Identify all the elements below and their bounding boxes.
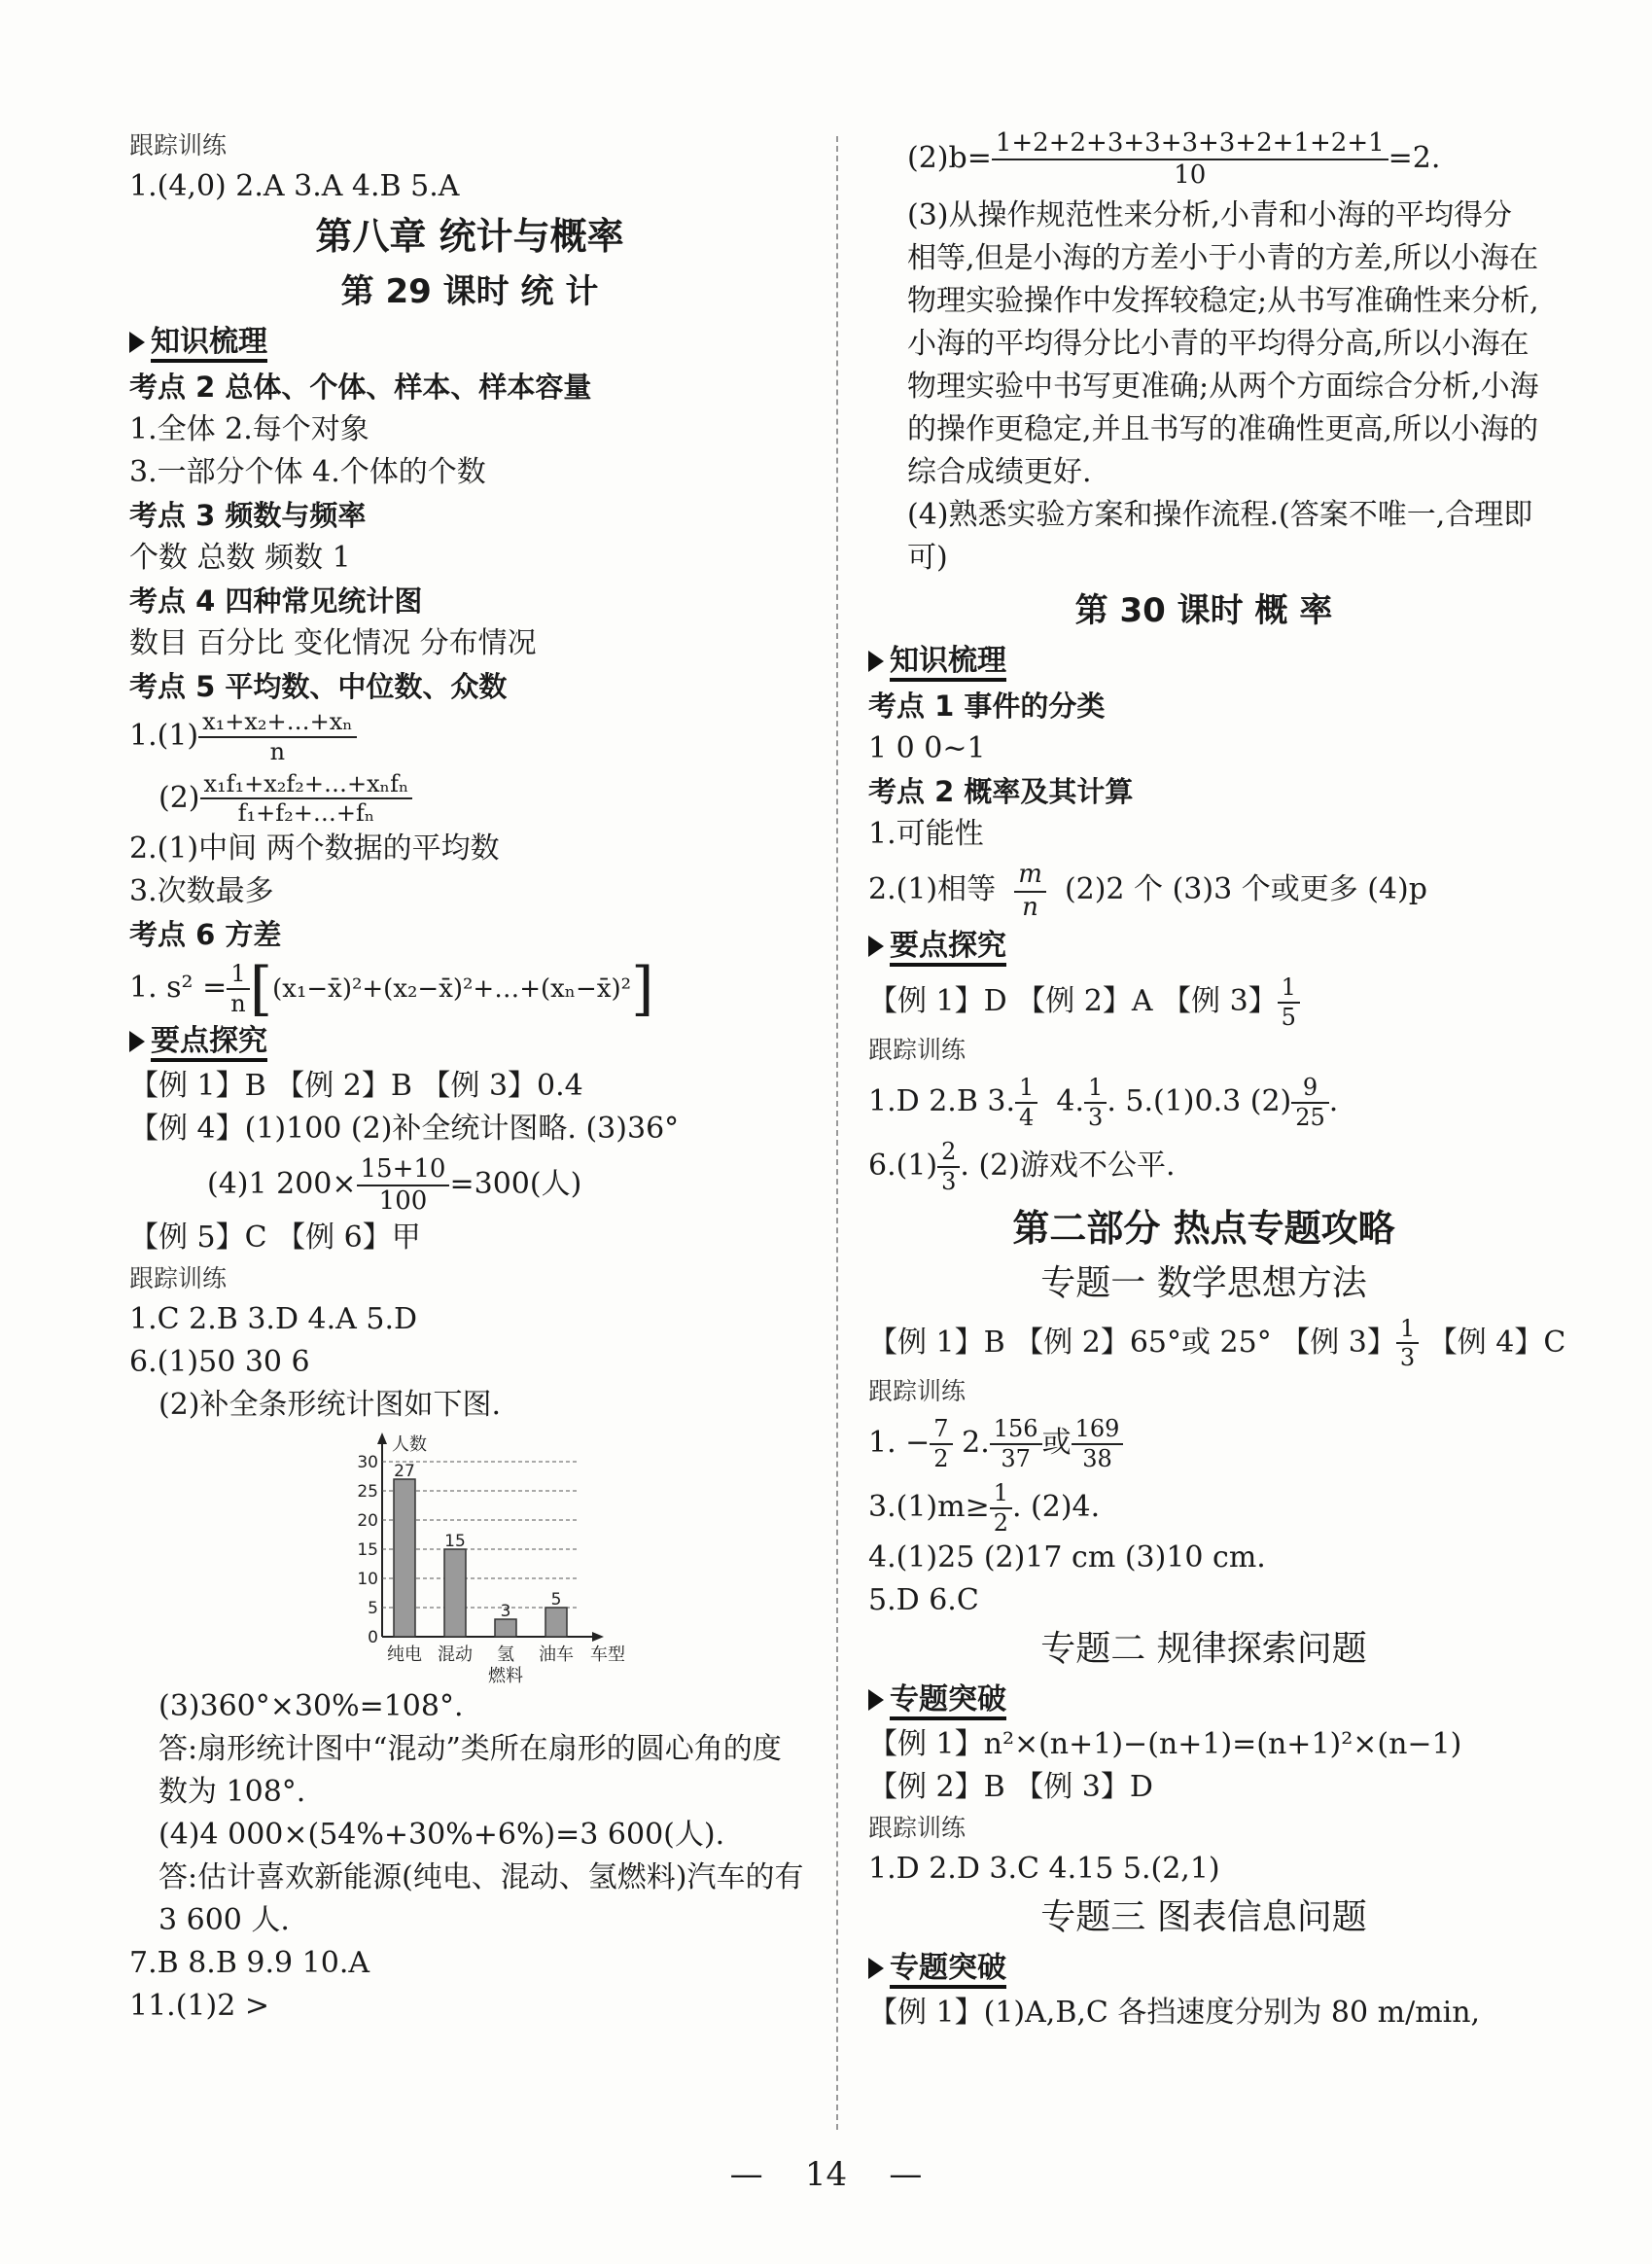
q3-answer: 答:扇形统计图中“混动”类所在扇形的圆心角的度数为 108°. [158,1732,782,1810]
bar-data-label: 27 [394,1462,415,1482]
x-tick-label: 纯电 [387,1645,422,1666]
y-axis-arrow [377,1433,387,1444]
topic2-example-1: 【例 1】n²×(n+1)−(n+1)=(n+1)²×(n−1) [868,1727,1462,1762]
kp6-heading: 考点 6 方差 [129,918,282,952]
bar [545,1608,567,1637]
kp3-heading: 考点 3 频数与频率 [129,499,367,532]
track-training-heading-4: 跟踪训练 [868,1377,967,1406]
track-training-answers: 1.(4,0) 2.A 3.A 4.B 5.A [129,169,460,203]
x-axis-label: 车型 [590,1645,625,1666]
triangle-icon [129,1031,145,1052]
left-column [129,126,810,2028]
kp4-answer: 数目 百分比 变化情况 分布情况 [129,626,537,660]
example-4-part-4: (4)1 200× $\frac{15+10}{100}$ =300(人) [207,1153,582,1216]
topic2-examples-2-3: 【例 2】B 【例 3】D [868,1770,1153,1805]
kp2-answer-1: 1.全体 2.每个对象 [129,412,369,446]
bar-chart [334,1433,645,1685]
topic1-track-4: 4.(1)25 (2)17 cm (3)10 cm. [868,1540,1266,1575]
mean-formula: 1.(1) $\frac{\text{x₁+x₂+…+xₙ}}{n}$ [129,708,810,766]
section-key-points-2: 要点探究 [868,923,1539,970]
q3-calc: (3)360°×30%=108°. [158,1689,464,1724]
y-tick-label: 30 [357,1453,378,1473]
track2-answers-3: (2)补全条形统计图如下图. [158,1388,502,1423]
section-breakthrough: 专题突破 [868,1677,1539,1723]
topic2-title: 专题二 规律探索问题 [1040,1629,1367,1670]
section-breakthrough-2: 专题突破 [868,1945,1539,1992]
kp5-answer-median: 2.(1)中间 两个数据的平均数 [129,831,500,867]
lesson-title: 第 29 课时 统 计 [340,272,599,311]
lesson30-title: 第 30 课时 概 率 [1074,591,1333,631]
variance-formula: 1. s² = $\frac{1}{n}$ [(x₁−x̄)²+(x₂−x̄)²+…+(xₙ−x̄)²] [129,954,654,1023]
kp2-heading: 考点 2 总体、个体、样本、样本容量 [129,371,592,404]
x-tick-label: 混动 [438,1645,473,1666]
prob-track-answer-6: 6.(1) $\frac{2}{3}$ . (2)游戏不公平. [868,1137,1176,1195]
y-tick-label: 15 [357,1540,378,1561]
track2-answers-2: 6.(1)50 30 6 [129,1345,310,1380]
triangle-icon [868,1958,884,1979]
triangle-icon [129,332,145,353]
triangle-icon [868,1689,884,1711]
chart-bars [394,1479,567,1637]
topic1-track-3: 3.(1)m≥ $\frac{1}{2}$ . (2)4. [868,1478,1101,1537]
triangle-icon [868,651,884,672]
examples-5-6: 【例 5】C 【例 6】甲 [129,1220,421,1256]
example-4: 【例 4】(1)100 (2)补全统计图略. (3)36° [129,1111,680,1146]
column-divider [836,136,838,2130]
bar [394,1479,415,1637]
section-knowledge: 知识梳理 [129,319,810,366]
y-tick-label: 20 [357,1511,378,1532]
kp4-heading: 考点 4 四种常见统计图 [129,584,423,618]
y-tick-label: 10 [357,1570,378,1590]
bar-data-label: 5 [550,1590,562,1610]
bar [444,1549,466,1637]
chapter-title: 第八章 统计与概率 [315,215,624,258]
right-column [868,128,1566,2034]
track-training-heading-2: 跟踪训练 [129,1264,228,1293]
b-formula: (2)b= $\frac{1+2+2+3+3+3+3+2+1+2+1}{10}$ =2. [907,128,1441,191]
triangle-icon [868,936,884,957]
analysis-paragraph: (3)从操作规范性来分析,小青和小海的平均得分相等,但是小海的方差小于小青的方差,所以小海在物理实验操作中发挥较稳定;从书写准确性来分析,小海的平均得分比小青的平均得分高,所以小海在物理实验中书写更准确;从两个方面综合分析,小海的操作更稳定,并且书写的准确性更高,所以小海的综合成绩更好. [907,198,1539,490]
examples-1-3: 【例 1】B 【例 2】B 【例 3】0.4 [129,1068,583,1103]
topic1-track-5-6: 5.D 6.C [868,1583,979,1618]
prob-track-answers: 1.D 2.B 3. $\frac{1}{4}$ 4. $\frac{1}{3}$ . 5.(1)0.3 (2) $\frac{9}{25}$ . [868,1074,1339,1132]
q4-calc: (4)4 000×(54%+30%+6%)=3 600(人). [158,1818,725,1853]
prob-examples: 【例 1】D 【例 2】A 【例 3】 $\frac{1}{5}$ [868,973,1539,1032]
kp2-prob-answer-1: 1.可能性 [868,817,984,852]
kp2-prob-answer-2: 2.(1)相等 $\frac{m}{n}$ (2)2 个 (3)3 个或更多 (4)p [868,860,1427,922]
y-axis-label: 人数 [392,1434,427,1456]
kp2-prob-heading: 考点 2 概率及其计算 [868,775,1134,809]
page-number: — 14 — [729,2155,923,2194]
x-axis-arrow [592,1632,604,1642]
x-tick-label: 氢 [497,1645,514,1666]
kp1-answer: 1 0 0~1 [868,731,986,766]
kp5-heading: 考点 5 平均数、中位数、众数 [129,670,508,703]
track2-answers-1: 1.C 2.B 3.D 4.A 5.D [129,1302,418,1337]
bar [495,1619,516,1637]
topic3-example-1: 【例 1】(1)A,B,C 各挡速度分别为 80 m/min, [868,1996,1481,2031]
track-training-heading-3: 跟踪训练 [868,1036,967,1065]
topic1-track-1-2: 1. − $\frac{7}{2}$ 2. $\frac{156}{37}$ 或 $\frac{169}{38}$ [868,1415,1539,1473]
section-key-points: 要点探究 [129,1018,810,1065]
kp1-heading: 考点 1 事件的分类 [868,690,1106,724]
track-training-heading-5: 跟踪训练 [868,1814,967,1843]
kp2-answer-2: 3.一部分个体 4.个体的个数 [129,455,486,489]
topic1-title: 专题一 数学思想方法 [1040,1262,1367,1303]
x-tick-label: 油车 [539,1645,574,1666]
topic2-track-answers: 1.D 2.D 3.C 4.15 5.(2,1) [868,1852,1220,1887]
kp3-answer: 个数 总数 频数 1 [129,541,351,575]
section-knowledge-2: 知识梳理 [868,638,1539,685]
answer-11: 11.(1)2 > [129,1989,269,2024]
topic3-title: 专题三 图表信息问题 [1040,1897,1367,1938]
bar-data-label: 15 [444,1532,466,1552]
answers-7-10: 7.B 8.B 9.9 10.A [129,1946,370,1981]
track-training-heading: 跟踪训练 [129,131,228,159]
y-tick-label: 5 [368,1599,378,1619]
topic1-examples: 【例 1】B 【例 2】65°或 25° 【例 3】 $\frac{1}{3}$ 【例 4】C [868,1314,1566,1372]
bar-data-label: 3 [500,1602,511,1622]
kp5-answer-mode: 3.次数最多 [129,874,274,909]
suggestion-paragraph: (4)熟悉实验方案和操作流程.(答案不唯一,合理即可) [907,498,1533,576]
weighted-mean-formula: (2) $\frac{\text{x₁f₁+x₂f₂+…+xₙfₙ}}{\text{f₁+f₂+…+fₙ}}$ [129,770,810,829]
q4-answer: 答:估计喜欢新能源(纯电、混动、氢燃料)汽车的有 3 600 人. [158,1860,804,1938]
y-tick-label: 25 [357,1482,378,1503]
part-two-title: 第二部分 热点专题攻略 [1012,1206,1395,1250]
y-tick-label: 0 [368,1628,378,1648]
x-tick-label-extra: 燃料 [488,1666,523,1686]
